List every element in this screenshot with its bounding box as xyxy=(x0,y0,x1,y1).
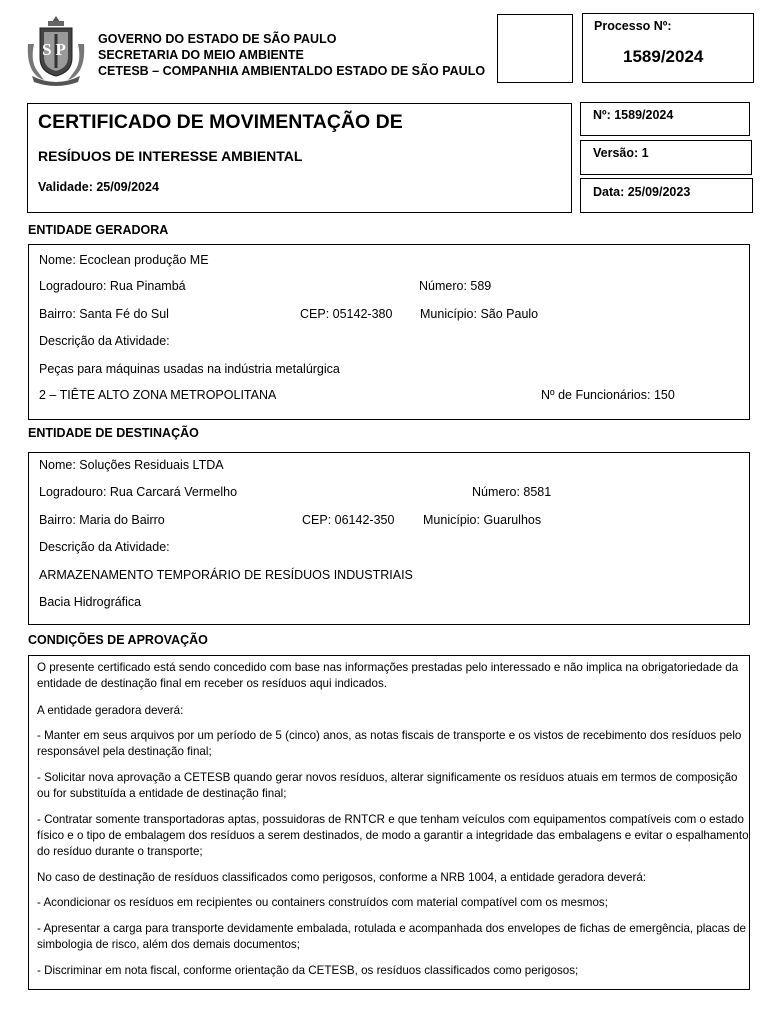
condicao-p6: No caso de destinação de resíduos classificados como perigosos, conforme a NRB 1004, a entidade geradora deverá: xyxy=(37,871,647,884)
condicao-p9: - Discriminar em nota fiscal, conforme orientação da CETESB, os resíduos classificados como perigosos; xyxy=(37,964,579,977)
geradora-bairro: Bairro: Santa Fé do Sul xyxy=(39,307,169,321)
state-seal xyxy=(24,14,88,86)
processo-value: 1589/2024 xyxy=(623,47,704,66)
destinacao-nome: Nome: Soluções Residuais LTDA xyxy=(39,458,224,472)
destinacao-numero: Número: 8581 xyxy=(472,485,552,499)
destinacao-descricao-label: Descrição da Atividade: xyxy=(39,540,170,554)
geradora-descricao: Peças para máquinas usadas na indústria metalúrgica xyxy=(39,362,340,376)
seal-letters: SP xyxy=(42,40,70,59)
destinacao-municipio: Município: Guarulhos xyxy=(423,513,542,527)
data-text: Data: 25/09/2023 xyxy=(593,185,691,199)
blank-box xyxy=(497,14,573,83)
section-title-geradora: ENTIDADE GERADORA xyxy=(28,223,169,237)
geradora-bacia: 2 – TIÊTE ALTO ZONA METROPOLITANA xyxy=(39,388,277,402)
condicao-p2: A entidade geradora deverá: xyxy=(37,704,184,717)
geradora-descricao-label: Descrição da Atividade: xyxy=(39,334,170,348)
condicao-p3: - Manter em seus arquivos por um período de 5 (cinco) anos, as notas fiscais de transporte e os vistos de recebimento dos resíduos pelo responsável pela destinação final; xyxy=(37,729,742,758)
certificate-title-line2: RESÍDUOS DE INTERESSE AMBIENTAL xyxy=(38,148,303,164)
destinacao-box xyxy=(28,452,750,625)
versao-box xyxy=(580,140,752,175)
processo-label: Processo Nº: xyxy=(594,19,672,33)
destinacao-cep: CEP: 06142-350 xyxy=(302,513,395,527)
geradora-nome: Nome: Ecoclean produção ME xyxy=(39,253,209,267)
geradora-numero: Número: 589 xyxy=(419,279,492,293)
certificate-title-line1: CERTIFICADO DE MOVIMENTAÇÃO DE xyxy=(38,111,403,133)
numero-text: Nº: 1589/2024 xyxy=(593,108,674,122)
condicao-p4: - Solicitar nova aprovação a CETESB quando gerar novos resíduos, alterar significamente os resíduos atuais em termos de composição ou for substituída a entidade de destinação final; xyxy=(37,771,738,800)
condicao-p8: - Apresentar a carga para transporte devidamente embalada, rotulada e acompanhada dos envelopes de fichas de emergência, placas de simbologia de risco, além dos demais documentos; xyxy=(37,922,746,951)
geradora-box xyxy=(28,244,750,420)
destinacao-descricao: ARMAZENAMENTO TEMPORÁRIO DE RESÍDUOS INDUSTRIAIS xyxy=(39,568,413,582)
header-government: GOVERNO DO ESTADO DE SÃO PAULO xyxy=(98,32,337,46)
destinacao-bairro: Bairro: Maria do Bairro xyxy=(39,513,165,527)
title-box xyxy=(27,103,572,213)
condicao-p1: O presente certificado está sendo concedido com base nas informações prestadas pelo interessado e não implica na obrigatoriedade da entidade de destinação final em receber os resíduos aqui indicados. xyxy=(37,661,739,690)
header-cetesb: CETESB – COMPANHIA AMBIENTALDO ESTADO DE SÃO PAULO xyxy=(98,64,486,78)
data-box xyxy=(580,178,753,213)
section-title-condicoes: CONDIÇÕES DE APROVAÇÃO xyxy=(28,633,208,647)
geradora-funcionarios: Nº de Funcionários: 150 xyxy=(541,388,675,402)
geradora-logradouro: Logradouro: Rua Pinambá xyxy=(39,279,186,293)
destinacao-logradouro: Logradouro: Rua Carcará Vermelho xyxy=(39,485,238,499)
header-secretaria: SECRETARIA DO MEIO AMBIENTE xyxy=(98,48,304,62)
validade: Validade: 25/09/2024 xyxy=(38,180,159,194)
numero-box xyxy=(580,102,750,136)
destinacao-bacia: Bacia Hidrográfica xyxy=(39,595,142,609)
section-title-destinacao: ENTIDADE DE DESTINAÇÃO xyxy=(28,426,199,440)
condicao-p7: - Acondicionar os resíduos em recipientes ou containers construídos com material compatível com os mesmos; xyxy=(37,896,608,909)
geradora-municipio: Município: São Paulo xyxy=(420,307,539,321)
geradora-cep: CEP: 05142-380 xyxy=(300,307,393,321)
versao-text: Versão: 1 xyxy=(593,146,649,160)
condicao-p5: - Contratar somente transportadoras aptas, possuidoras de RNTCR e que tenham veículos com equipamentos compatíveis com o estado físico e o tipo de embalagem dos resíduos a serem destinados, de modo a garantir a integridade das embalagens e evitar o espalhamento do resíduo durante o transporte; xyxy=(37,813,749,858)
processo-box xyxy=(582,13,754,83)
